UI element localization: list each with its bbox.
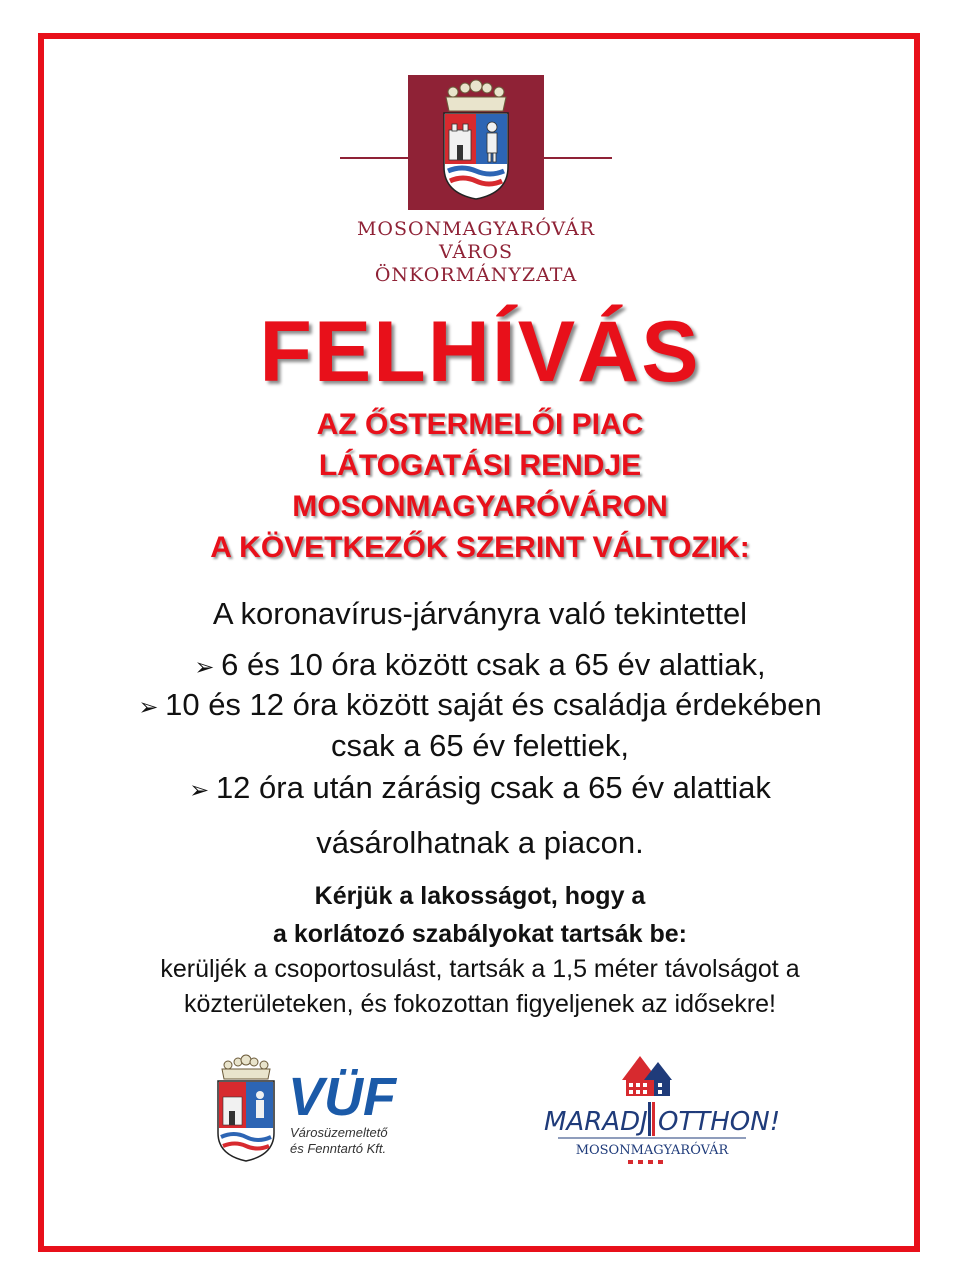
house-icon <box>622 1056 672 1096</box>
vuf-line-2: és Fenntartó Kft. <box>290 1141 387 1156</box>
crest-divider-left <box>340 157 408 159</box>
rule-item-3 <box>0 770 960 806</box>
crest-divider-right <box>544 157 612 159</box>
advice-line-2: közterületeken, és fokozottan figyeljenek az idősekre! <box>183 990 776 1018</box>
rule-item-1 <box>0 647 960 683</box>
coat-of-arms-icon <box>408 75 544 210</box>
rule-text-2: 10 és 12 óra között saját és családja érdekében <box>165 687 822 722</box>
arrow-bullet-icon <box>138 687 165 722</box>
maradj-slogan-left: MARADJ <box>544 1107 648 1137</box>
vuf-line-1: Városüzemeltető <box>290 1125 388 1140</box>
subtitle-line-4: A KÖVETKEZŐK SZERINT VÁLTOZIK: <box>210 531 750 564</box>
city-name-line-3: ÖNKORMÁNYZATA <box>374 264 578 286</box>
intro-text: A koronavírus-járványra való tekintettel <box>212 596 748 631</box>
rule-text-1: 6 és 10 óra között csak a 65 év alattiak, <box>221 647 766 682</box>
arrow-bullet-icon <box>194 647 221 682</box>
notice-title: FELHÍVÁS <box>259 304 701 400</box>
city-name-line-1: MOSONMAGYARÓVÁR <box>356 218 596 240</box>
arrow-bullet-icon <box>189 770 216 805</box>
rule-text-3: 12 óra után zárásig csak a 65 év alattiak <box>215 770 771 805</box>
subtitle-line-1: AZ ŐSTERMELŐI PIAC <box>316 408 644 441</box>
city-name-line-2: VÁROS <box>438 241 514 263</box>
vuf-crest-icon <box>218 1055 274 1161</box>
maradj-slogan-right: OTTHON! <box>658 1107 781 1137</box>
vuf-logo <box>212 1055 432 1165</box>
rule-item-2-continued: csak a 65 év felettiek, <box>330 728 630 763</box>
subtitle-line-2: LÁTOGATÁSI RENDJE <box>318 449 642 482</box>
vuf-name: VÜF <box>288 1067 396 1127</box>
advice-line-1: kerüljék a csoportosulást, tartsák a 1,5 méter távolságot a <box>160 955 800 983</box>
poster-border <box>38 33 920 1252</box>
rule-item-2 <box>0 687 960 723</box>
request-line-1: Kérjük a lakosságot, hogy a <box>314 882 646 910</box>
subtitle-line-3: MOSONMAGYARÓVÁRON <box>292 490 668 523</box>
maradj-otthon-logo <box>540 1050 781 1168</box>
closing-text: vásárolhatnak a piacon. <box>316 825 644 860</box>
maradj-city: MOSONMAGYARÓVÁR <box>575 1143 729 1158</box>
request-line-2: a korlátozó szabályokat tartsák be: <box>272 920 688 948</box>
